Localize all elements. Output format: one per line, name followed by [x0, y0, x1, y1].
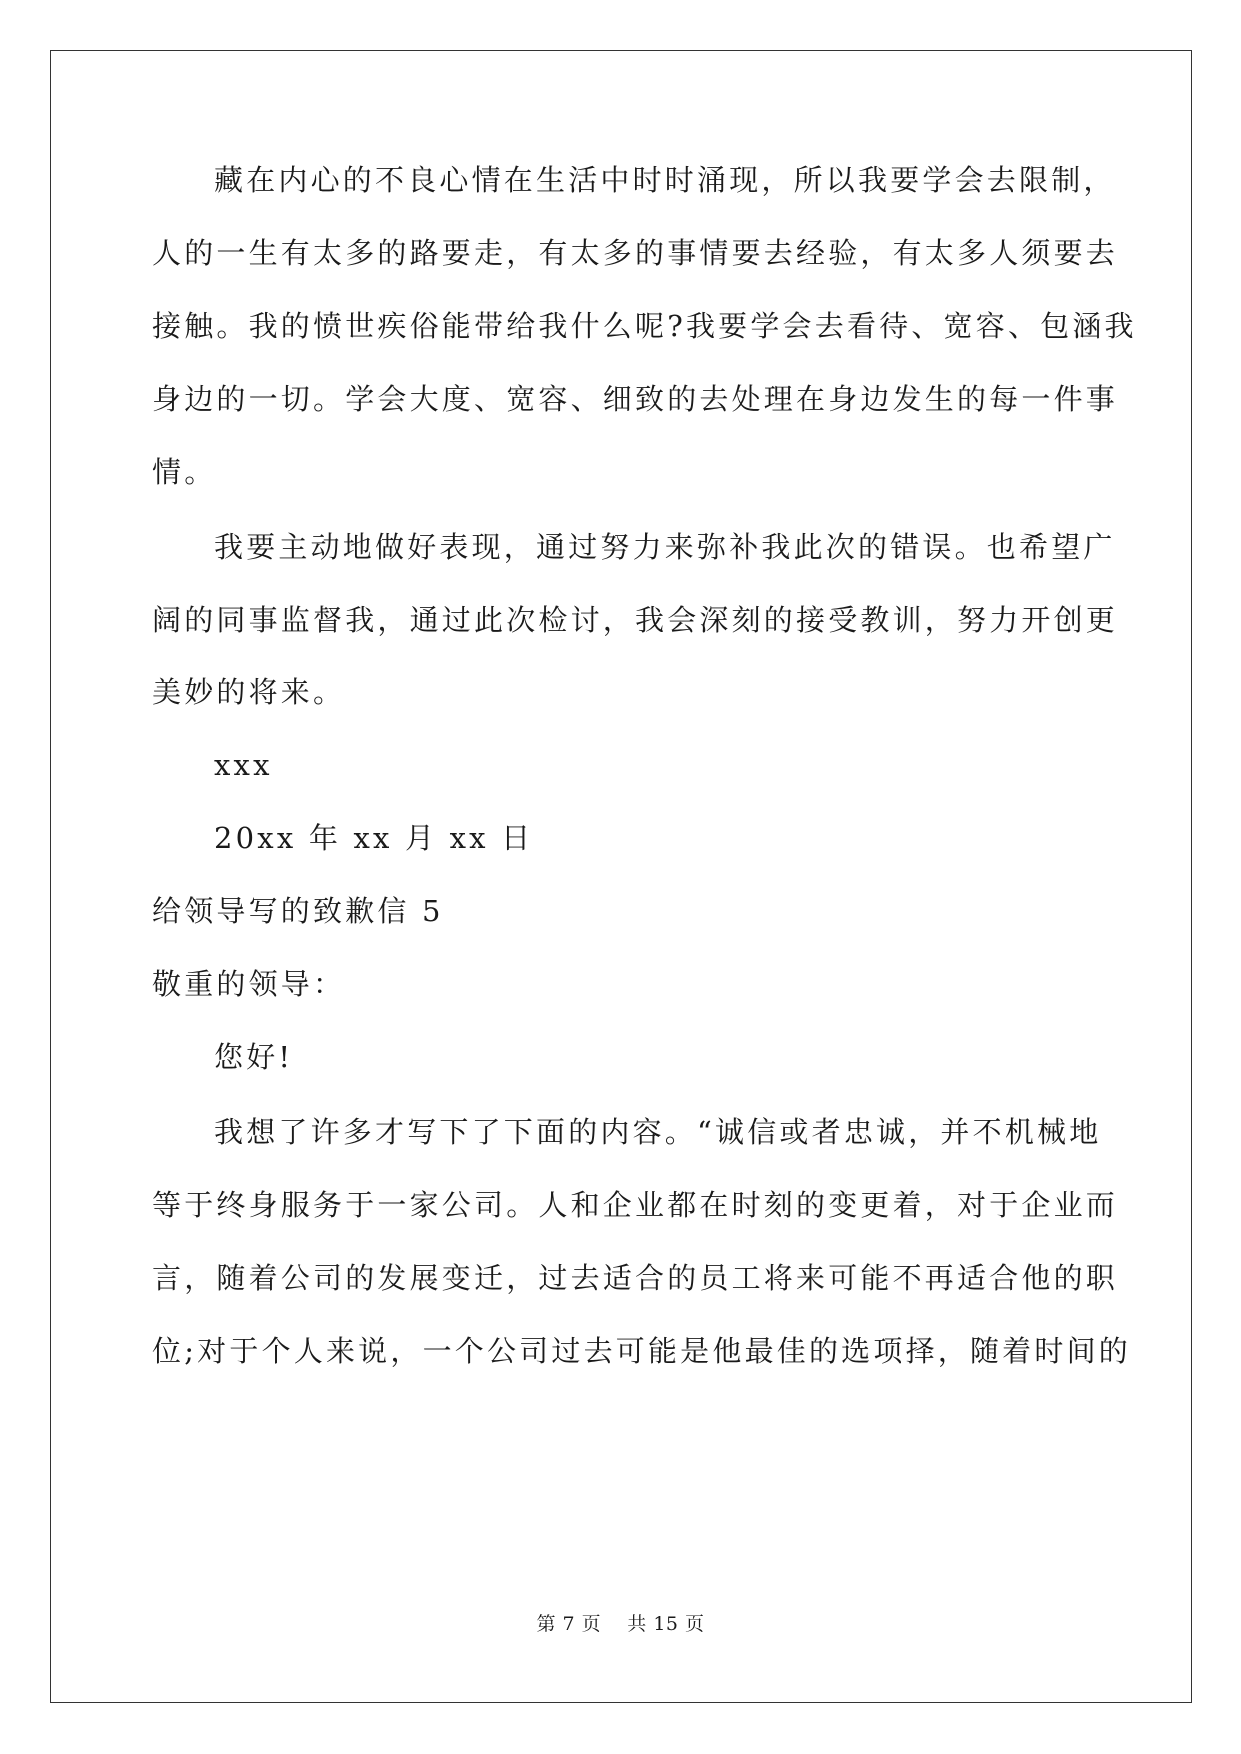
paragraph-line: 等于终身服务于一家公司。人和企业都在时刻的变更着，对于企业而 [152, 1188, 1119, 1222]
paragraph-line: 身边的一切。学会大度、宽容、细致的去处理在身边发生的每一件事 [152, 382, 1119, 416]
paragraph-line: 接触。我的愤世疾俗能带给我什么呢?我要学会去看待、宽容、包涵我 [152, 309, 1137, 343]
paragraph-line: 位;对于个人来说，一个公司过去可能是他最佳的选项择，随着时间的 [152, 1334, 1131, 1368]
page-number-footer: 第 7 页 共 15 页 [536, 1613, 705, 1635]
paragraph-line: 人的一生有太多的路要走，有太多的事情要去经验，有太多人须要去 [152, 236, 1119, 270]
paragraph-line: 我要主动地做好表现，通过努力来弥补我此次的错误。也希望广 [214, 530, 1116, 564]
signature-name: xxx [214, 748, 273, 782]
letter-title: 给领导写的致歉信 5 [152, 894, 444, 928]
paragraph-line: 阔的同事监督我，通过此次检讨，我会深刻的接受教训，努力开创更 [152, 603, 1119, 637]
paragraph-line: 我想了许多才写下了下面的内容。“诚信或者忠诚，并不机械地 [214, 1115, 1102, 1149]
paragraph-line: 美妙的将来。 [152, 675, 346, 709]
greeting: 您好! [214, 1040, 294, 1074]
paragraph-line: 言，随着公司的发展变迁，过去适合的员工将来可能不再适合他的职 [152, 1261, 1119, 1295]
salutation: 敬重的领导： [152, 967, 346, 1001]
paragraph-line: 藏在内心的不良心情在生活中时时涌现，所以我要学会去限制， [214, 163, 1116, 197]
paragraph-line: 情。 [152, 455, 217, 489]
page-frame [50, 50, 1192, 1703]
signature-date: 20xx 年 xx 月 xx 日 [214, 821, 534, 855]
